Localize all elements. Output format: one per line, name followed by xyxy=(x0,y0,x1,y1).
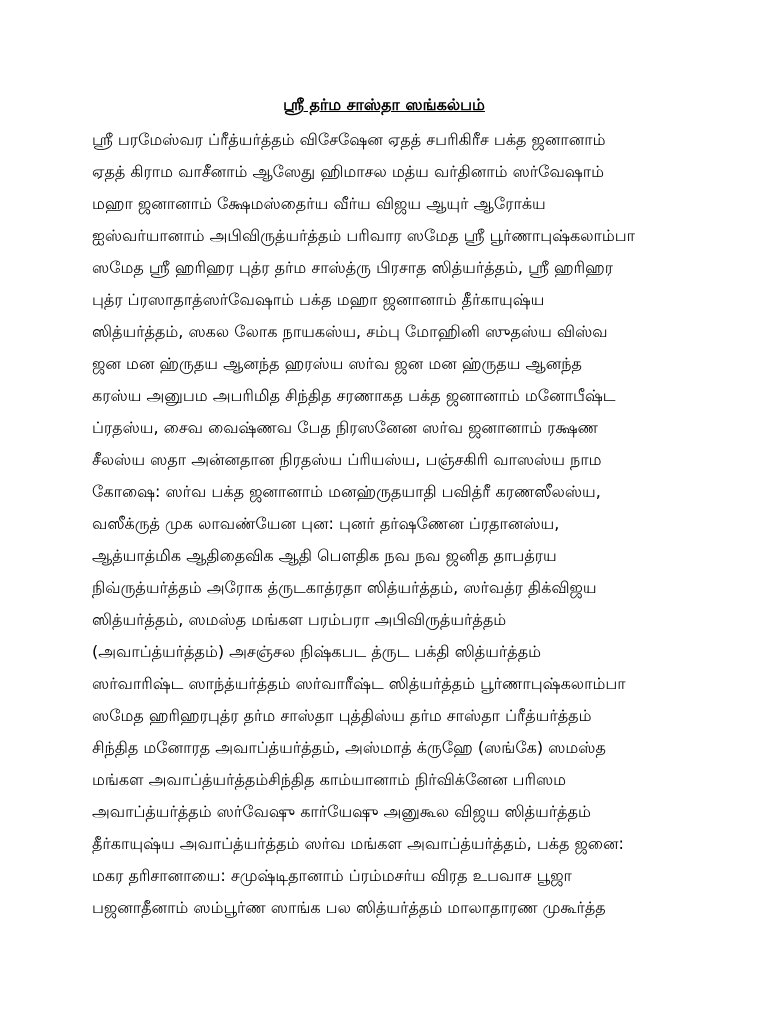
text-line: ப்ரதஸ்ய, சைவ வைஷ்ணவ பேத நிரஸனேன ஸர்வ ஜனானாம் ரக்ஷண xyxy=(92,418,598,437)
text-line: நிவ்ருத்யர்த்தம் அரோக த்ருடகாத்ரதா ஸித்யர்த்தம், ஸர்வத்ர திக்விஜய xyxy=(92,578,597,597)
text-line: வஸீக்ருத் முக லாவண்யேன புன: புனர் தர்ஷணேன ப்ரதானஸ்ய, xyxy=(92,514,560,533)
text-line: புத்ர ப்ரஸாதாத்ஸர்வேஷாம் பக்த மஹா ஜனானாம் தீர்காயுஷ்ய xyxy=(92,290,545,309)
text-line: மஹா ஜனானாம் க்ஷேமஸ்தைர்ய வீர்ய விஜய ஆயுர் ஆரோக்ய xyxy=(92,194,546,213)
text-line: ஜன மன ஹ்ருதய ஆனந்த ஹரஸ்ய ஸர்வ ஜன மன ஹ்ருதய ஆனந்த xyxy=(92,354,582,373)
text-line: பஜனாதீனாம் ஸம்பூர்ண ஸாங்க பல ஸித்யர்த்தம் மாலாதாரண முகூர்த்த xyxy=(92,898,606,917)
text-line: (அவாப்த்யர்த்தம்) அசஞ்சல நிஷ்கபட த்ருட பக்தி ஸித்யர்த்தம் xyxy=(92,642,541,661)
text-line: ஸமேத ஸ்ரீ ஹரிஹர புத்ர தர்ம சாஸ்த்ரு பிரசாத ஸித்யர்த்தம், ஸ்ரீ ஹரிஹர xyxy=(92,258,613,277)
text-line: மகர தரிசானாயை: சமுஷ்டிதானாம் ப்ரம்மசர்ய விரத உபவாச பூஜா xyxy=(92,866,572,885)
text-line: ஆத்யாத்மிக ஆதிதைவிக ஆதி பௌதிக நவ நவ ஜனித தாபத்ரய xyxy=(92,546,557,565)
text-line: ஏதத் கிராம வாசீனாம் ஆஸேது ஹிமாசல மத்ய வர்தினாம் ஸர்வேஷாம் xyxy=(92,162,604,181)
text-line: ஸித்யர்த்தம், ஸகல லோக நாயகஸ்ய, சம்பு மோஹினி ஸுதஸ்ய விஸ்வ xyxy=(92,322,608,341)
document-title: ஸ்ரீ தர்ம சாஸ்தா ஸங்கல்பம் xyxy=(283,95,485,114)
text-line: கரஸ்ய அனுபம அபரிமித சிந்தித சரணாகத பக்த ஜனானாம் மனோபீஷ்ட xyxy=(92,386,616,405)
text-line: ஸர்வாரிஷ்ட ஸாந்த்யர்த்தம் ஸர்வாரீஷ்ட ஸித்யர்த்தம் பூர்ணாபுஷ்கலாம்பா xyxy=(92,674,626,693)
text-line: சிந்தித மனோரத அவாப்த்யர்த்தம், அஸ்மாத் க்ருஹே (ஸங்கே) ஸமஸ்த xyxy=(92,738,606,757)
text-line: சீலஸ்ய ஸதா அன்னதான நிரதஸ்ய ப்ரியஸ்ய, பஞ்சகிரி வாஸஸ்ய நாம xyxy=(92,450,602,469)
document-body xyxy=(92,124,712,924)
text-line: ஐஸ்வர்யானாம் அபிவிருத்யர்த்தம் பரிவார ஸமேத ஸ்ரீ பூர்ணாபுஷ்கலாம்பா xyxy=(92,226,636,245)
text-line: அவாப்த்யர்த்தம் ஸர்வேஷு கார்யேஷு அனுகூல விஜய ஸித்யர்த்தம் xyxy=(92,802,591,821)
text-line: கோஷை: ஸர்வ பக்த ஜனானாம் மனஹ்ருதயாதி பவித்ரீ கரணஸீலஸ்ய, xyxy=(92,482,601,501)
text-line: ஸ்ரீ பரமேஸ்வர ப்ரீத்யர்த்தம் விசேஷேன ஏதத் சபரிகிரீச பக்த ஜனானாம் xyxy=(92,130,606,149)
text-line: மங்கள அவாப்த்யர்த்தம்சிந்தித காம்யானாம் நிர்விக்னேன பரிஸம xyxy=(92,770,567,789)
text-line: தீர்காயுஷ்ய அவாப்த்யர்த்தம் ஸர்வ மங்கள அவாப்த்யர்த்தம், பக்த ஜனை: xyxy=(92,834,624,853)
text-line: ஸமேத ஹரிஹரபுத்ர தர்ம சாஸ்தா புத்திஸ்ய தர்ம சாஸ்தா ப்ரீத்யர்த்தம் xyxy=(92,706,592,725)
text-line: ஸித்யர்த்தம், ஸமஸ்த மங்கள பரம்பரா அபிவிருத்யர்த்தம் xyxy=(92,610,507,629)
